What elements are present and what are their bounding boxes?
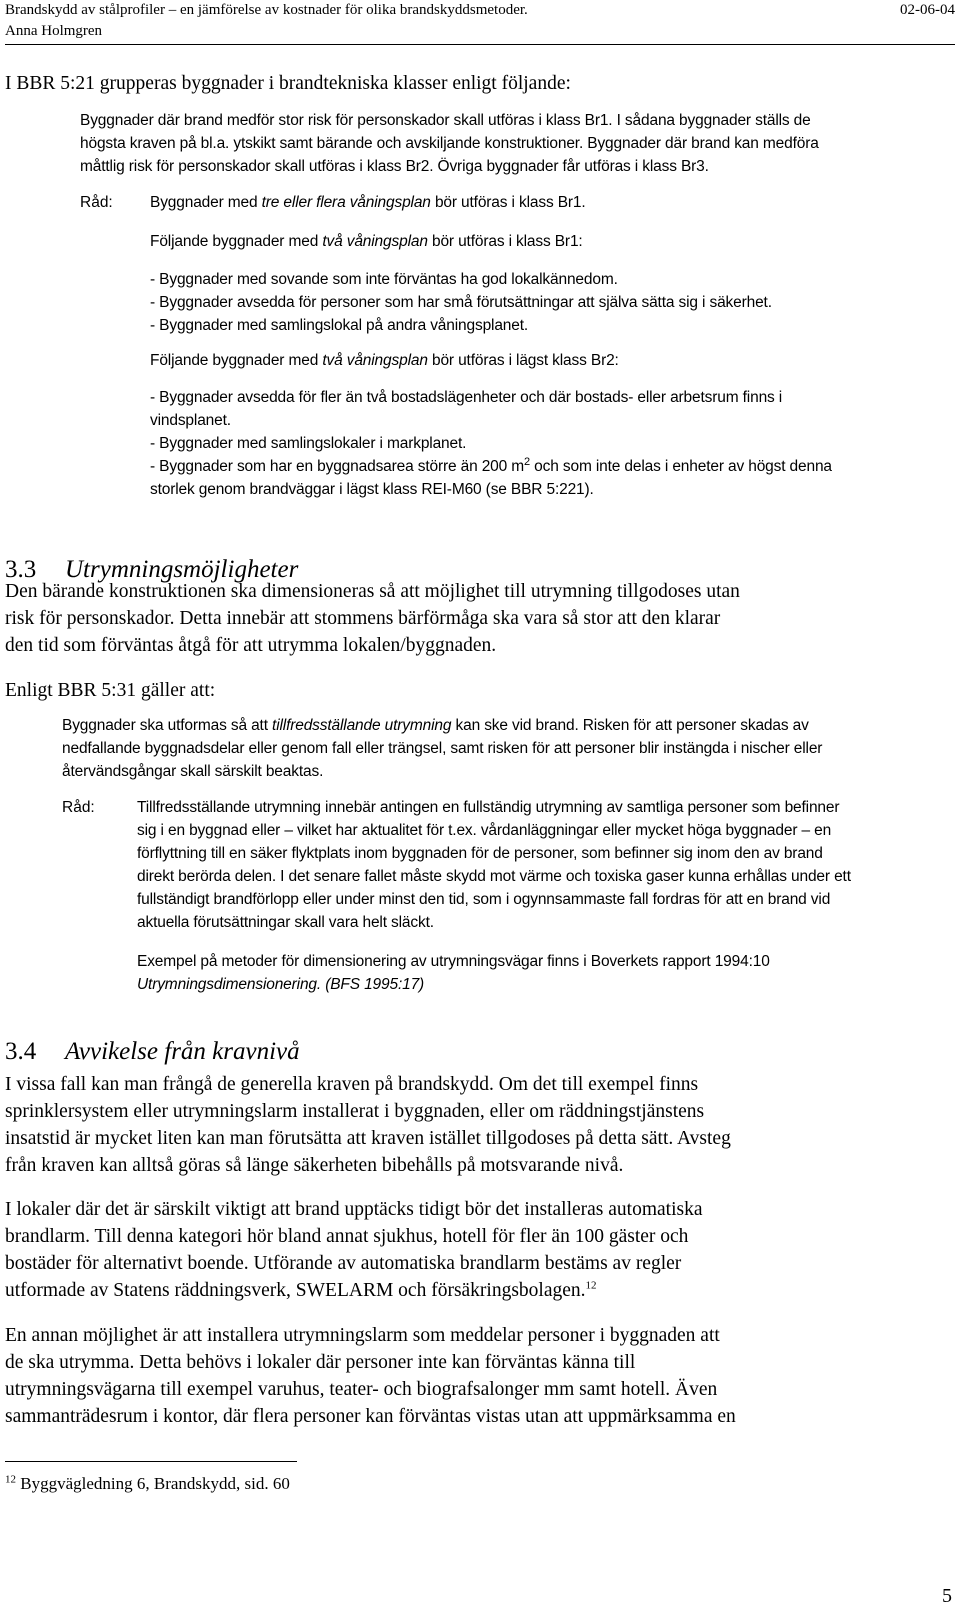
section-heading (5, 1037, 300, 1067)
text-line: Följande byggnader med två våningsplan bör utföras i lägst klass Br2: (150, 352, 619, 369)
text-line: Utrymningsdimensionering. (BFS 1995:17) (137, 976, 425, 993)
text-line: direkt berörda delen. I det senare fallet måste skydd mot värme och toxiska gaser kunna erhållas under ett (137, 868, 851, 885)
header-date: 02-06-04 (900, 2, 955, 18)
text-line: bostäder för alternativt boende. Utförande av automatiska brandlarm bestäms av regler (5, 1253, 682, 1274)
text-line: högsta kraven på bl.a. ytskikt samt bärande och avskiljande konstruktioner. Byggnader där brand kan medföra (80, 135, 819, 152)
advice-text (150, 230, 583, 253)
intro-paragraph: I BBR 5:21 grupperas byggnader i brandtekniska klasser enligt följande: (5, 73, 571, 94)
list-item: - Byggnader med samlingslokaler i markplanet. (150, 435, 467, 452)
list-item: - Byggnader med sovande som inte förväntas ha god lokalkännedom. (150, 271, 618, 288)
advice-label: Råd: (80, 194, 113, 211)
list-item: vindsplanet. (150, 412, 231, 429)
header-author: Anna Holmgren (5, 23, 103, 39)
text-line: Byggnader ska utformas så att tillfredsställande utrymning kan ske vid brand. Risken för att personer skadas av (62, 717, 809, 734)
header-title: Brandskydd av stålprofiler – en jämförelse av kostnader för olika brandskyddsmetoder. (5, 2, 528, 18)
text-line: utformade av Statens räddningsverk, SWELARM och försäkringsbolagen.$^{12}$ (5, 1279, 597, 1301)
page-header (5, 0, 955, 42)
footnote-rule (5, 1461, 297, 1462)
text-line: återvändsgångar skall särskilt beaktas. (62, 763, 324, 780)
text-line: I lokaler där det är särskilt viktigt att brand upptäcks tidigt bör det installeras automatiska (5, 1199, 703, 1220)
body-paragraph (5, 578, 925, 659)
body-paragraph (5, 1322, 925, 1430)
text-line: Byggnader där brand medför stor risk för personskador skall utföras i klass Br1. I sådana byggnader ställs de (80, 112, 811, 129)
advice-text (137, 950, 917, 996)
text-line: Byggnader med tre eller flera våningsplan bör utföras i klass Br1. (150, 194, 586, 211)
text-line: de ska utrymma. Detta behövs i lokaler där personer inte kan förväntas känna till (5, 1352, 636, 1373)
list-item: - Byggnader avsedda för personer som har små förutsättningar att själva sätta sig i säkerhet. (150, 294, 772, 311)
section-number: 3.4 (5, 1038, 37, 1065)
body-paragraph: Enligt BBR 5:31 gäller att: (5, 680, 216, 701)
text-line: brandlarm. Till denna kategori hör bland annat sjukhus, hotell för fler än 100 gäster och (5, 1226, 689, 1247)
advice-text (150, 349, 619, 372)
list-item: storlek genom brandväggar i lägst klass REI-M60 (se BBR 5:221). (150, 481, 594, 498)
text-line: nedfallande byggnadsdelar eller genom fall eller trängsel, samt risken för att personer blir instängda i nischer eller (62, 740, 823, 757)
footnote-marker: 12 (5, 1473, 16, 1486)
text-line: sammanträdesrum i kontor, där flera personer kan förväntas vistas utan att uppmärksamma en (5, 1406, 736, 1427)
regulation-text (62, 714, 922, 783)
text-line: förflyttning till en säker flyktplats inom byggnaden för de personer, som befinner sig inom den av brand (137, 845, 823, 862)
text-line: En annan möjlighet är att installera utrymningslarm som meddelar personer i byggnaden att (5, 1325, 720, 1346)
list-item: - Byggnader som har en byggnadsarea större än 200 $m^2$ och som inte delas i enheter av högst denna (150, 455, 832, 475)
list-item: - Byggnader avsedda för fler än två bostadslägenheter och där bostads- eller arbetsrum finns i (150, 389, 783, 406)
list-item: - Byggnader med samlingslokal på andra våningsplanet. (150, 317, 529, 334)
section-title: Utrymningsmöjligheter (65, 556, 299, 583)
footnote-text: Byggvägledning 6, Brandskydd, sid. 60 (16, 1474, 290, 1493)
text-line: den tid som förväntas åtgå för att utrymma lokalen/byggnaden. (5, 635, 497, 656)
advice-text (150, 191, 910, 214)
text-line: Den bärande konstruktionen ska dimensioneras så att möjlighet till utrymning tillgodoses utan (5, 581, 740, 602)
text-line: måttlig risk för personskador skall utföras i klass Br2. Övriga byggnader får utföras i klass Br3. (80, 158, 709, 175)
text-line: insatstid är mycket liten kan man förutsätta att kraven istället tillgodoses på detta sätt. Avsteg (5, 1128, 731, 1149)
text-line: sprinklersystem eller utrymningslarm installerat i byggnaden, eller om räddningstjänstens (5, 1101, 705, 1122)
text-line: Exempel på metoder för dimensionering av utrymningsvägar finns i Boverkets rapport 1994:10 (137, 953, 770, 970)
footnote-reference: 12 (585, 1279, 597, 1292)
section-number: 3.3 (5, 556, 37, 583)
advice-list (150, 268, 772, 337)
advice-list (150, 386, 832, 501)
body-paragraph (5, 1071, 925, 1179)
text-line: från kraven kan alltså göras så länge säkerheten bibehålls på motsvarande nivå. (5, 1155, 624, 1176)
header-rule (5, 44, 955, 45)
advice-text (137, 796, 917, 934)
text-line: sig i en byggnad eller – vilket har aktualitet för t.ex. vårdanläggningar eller mycket höga byggnader – en (137, 822, 832, 839)
text-line: utrymningsvägarna till exempel varuhus, teater- och biografsalonger mm samt hotell. Även (5, 1379, 718, 1400)
footnote (5, 1473, 290, 1495)
body-paragraph (5, 1196, 925, 1304)
text-line: I vissa fall kan man frångå de generella kraven på brandskydd. Om det till exempel finns (5, 1074, 699, 1095)
page-number: 5 (942, 1585, 952, 1607)
text-line: aktuella förutsättningar skall vara helt släckt. (137, 914, 434, 931)
section-title: Avvikelse från kravnivå (65, 1038, 300, 1065)
regulation-text (80, 109, 910, 178)
text-line: Följande byggnader med två våningsplan bör utföras i klass Br1: (150, 233, 583, 250)
text-line: fullständigt brandförlopp eller under minst den tid, som i ogynnsammaste fall fordras för att en brand vid (137, 891, 831, 908)
text-line: Tillfredsställande utrymning innebär antingen en fullständig utrymning av samtliga personer som befinner (137, 799, 840, 816)
advice-label: Råd: (62, 799, 95, 816)
text-line: risk för personskador. Detta innebär att stommens bärförmåga ska vara så stor att den klarar (5, 608, 721, 629)
